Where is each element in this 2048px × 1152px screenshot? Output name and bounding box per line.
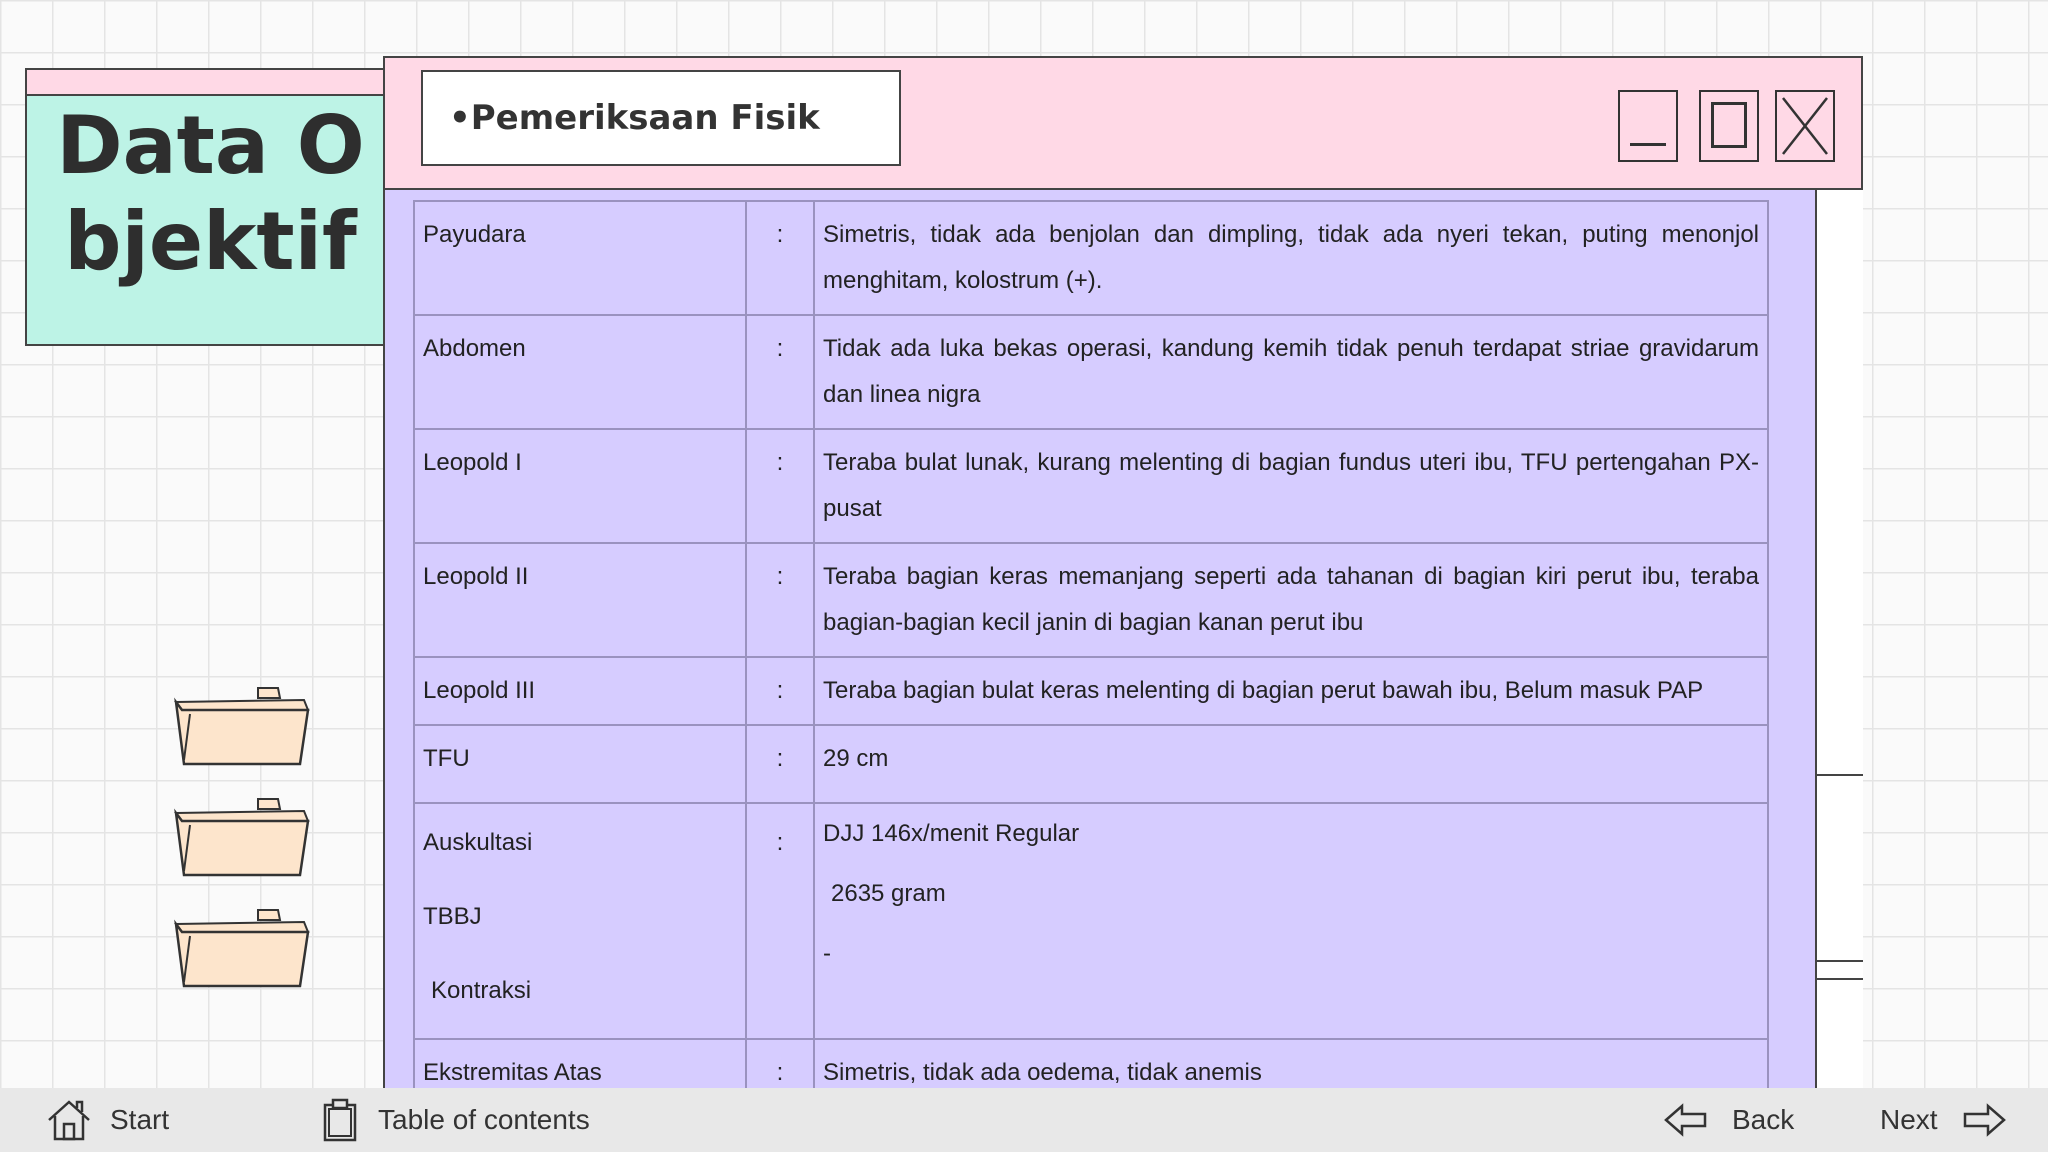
start-label: Start xyxy=(110,1104,170,1135)
close-button[interactable] xyxy=(1775,90,1835,162)
row-label: Abdomen xyxy=(414,315,746,429)
folder-icon[interactable] xyxy=(174,908,310,988)
arrow-right-icon xyxy=(1962,1103,2006,1137)
next-button[interactable] xyxy=(1880,1088,2006,1152)
row-label xyxy=(414,803,746,1039)
main-window xyxy=(383,56,1863,1100)
clipboard-icon xyxy=(322,1098,358,1142)
row-value: 29 cm xyxy=(814,725,1768,803)
scrollbar-divider xyxy=(1817,774,1863,776)
row-colon: : xyxy=(746,543,814,657)
row-colon: : xyxy=(746,201,814,315)
row-value: Teraba bagian keras memanjang seperti ada tahanan di bagian kiri perut ibu, teraba bagian-bagian kecil janin di bagian kanan perut ibu xyxy=(814,543,1768,657)
table-row xyxy=(414,803,1768,1039)
label-tbbj: TBBJ xyxy=(423,903,482,930)
row-colon: : xyxy=(746,1039,814,1107)
scrollbar-divider xyxy=(1817,960,1863,962)
exam-table xyxy=(413,200,1769,1152)
row-value: Teraba bagian bulat keras melenting di bagian perut bawah ibu, Belum masuk PAP xyxy=(814,657,1768,725)
row-label: Payudara xyxy=(414,201,746,315)
folder-icon[interactable] xyxy=(174,797,310,877)
row-colon: : xyxy=(746,429,814,543)
close-icon xyxy=(1777,92,1833,160)
row-label: Leopold II xyxy=(414,543,746,657)
title-card-tab xyxy=(27,70,394,96)
row-label: Leopold III xyxy=(414,657,746,725)
label-auskultasi: Auskultasi xyxy=(423,829,533,856)
label-kontraksi: Kontraksi xyxy=(431,977,532,1004)
row-colon: : xyxy=(746,315,814,429)
folder-icon[interactable] xyxy=(174,686,310,766)
toc-label: Table of contents xyxy=(378,1104,590,1135)
scrollbar-divider xyxy=(1817,978,1863,980)
arrow-left-icon xyxy=(1664,1103,1708,1137)
row-value: Simetris, tidak ada benjolan dan dimpling, tidak ada nyeri tekan, puting menonjol menghitam, kolostrum (+). xyxy=(814,201,1768,315)
value-djj: DJJ 146x/menit Regular xyxy=(823,820,1080,847)
page-title: Data Objektif xyxy=(56,99,365,288)
next-label: Next xyxy=(1880,1104,1938,1135)
table-row xyxy=(414,725,1768,803)
row-colon: : xyxy=(746,657,814,725)
table-row xyxy=(414,201,1768,315)
row-label: Leopold I xyxy=(414,429,746,543)
window-title: •Pemeriksaan Fisik xyxy=(421,70,901,166)
start-button[interactable] xyxy=(46,1088,169,1152)
row-colon: : xyxy=(746,803,814,1039)
table-row xyxy=(414,657,1768,725)
back-button[interactable] xyxy=(1664,1088,1794,1152)
table-row xyxy=(414,315,1768,429)
scrollbar[interactable] xyxy=(1815,188,1863,1100)
row-value xyxy=(814,803,1768,1039)
table-row xyxy=(414,543,1768,657)
row-value: Teraba bulat lunak, kurang melenting di bagian fundus uteri ibu, TFU pertengahan PX-pusat xyxy=(814,429,1768,543)
row-value: Simetris, tidak ada oedema, tidak anemis xyxy=(814,1039,1768,1107)
title-card xyxy=(25,68,396,346)
row-colon: : xyxy=(746,725,814,803)
table-row xyxy=(414,429,1768,543)
bottom-navbar xyxy=(0,1088,2048,1152)
back-label: Back xyxy=(1732,1104,1795,1135)
home-icon xyxy=(46,1098,92,1142)
minimize-button[interactable] xyxy=(1618,90,1678,162)
maximize-button[interactable] xyxy=(1699,90,1759,162)
toc-button[interactable] xyxy=(322,1088,590,1152)
row-value: Tidak ada luka bekas operasi, kandung kemih tidak penuh terdapat striae gravidarum dan linea nigra xyxy=(814,315,1768,429)
value-tbbj: 2635 gram xyxy=(831,880,946,907)
row-label: TFU xyxy=(414,725,746,803)
value-kontraksi: - xyxy=(823,940,831,967)
row-label: Ekstremitas Atas xyxy=(414,1039,746,1107)
